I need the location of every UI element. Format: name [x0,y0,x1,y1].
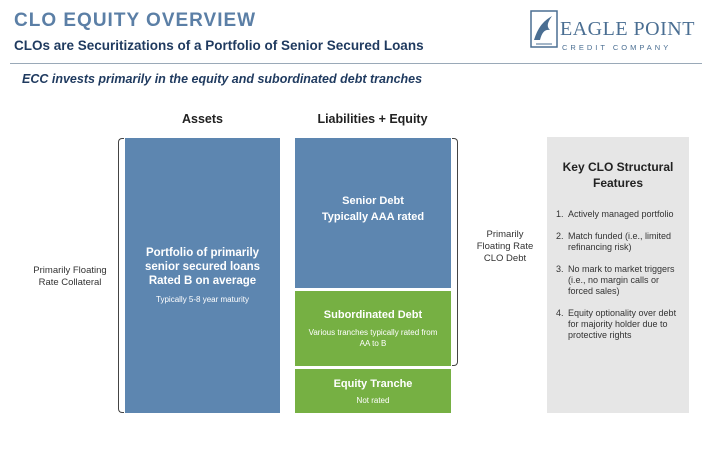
header-divider [10,63,702,64]
senior-debt-title: Senior Debt [342,195,404,207]
senior-debt-rating: Typically AAA rated [321,211,425,223]
debt-bracket [452,138,458,366]
equity-tranche-block [295,369,451,413]
logo-subtext: CREDIT COMPANY [562,43,672,52]
assets-sub-text: Typically 5-8 year maturity [156,295,249,304]
logo-name: EAGLE POINT [560,18,695,40]
eagle-logo-icon [530,10,558,48]
equity-tranche-rating: Not rated [356,396,390,405]
equity-tranche-title: Equity Tranche [333,378,413,390]
assets-block [125,138,280,413]
assets-bracket [118,138,124,413]
list-item: 3. No mark to market triggers (i.e., no margin calls or forced sales) [556,264,675,296]
clo-debt-label: Primarily Floating Rate CLO Debt [476,229,534,264]
key-features-panel [547,137,689,413]
liabilities-heading: Liabilities + Equity [317,112,428,126]
senior-debt-text [295,193,451,225]
page-title: CLO EQUITY OVERVIEW [14,10,257,31]
collateral-label: Primarily Floating Rate Collateral [33,265,107,288]
tagline: ECC invests primarily in the equity and subordinated debt tranches [22,72,423,86]
list-item: 2. Match funded (i.e., limited refinancing risk) [556,231,672,252]
features-list [556,209,685,352]
subordinated-debt-title: Subordinated Debt [323,309,423,321]
assets-main-text: Portfolio of primarily senior secured loans Rated B on average [144,247,261,287]
list-item: 4. Equity optionality over debt for majority holder due to protective rights [556,308,677,340]
senior-debt-block [295,138,451,288]
assets-heading: Assets [182,112,223,126]
company-logo [530,10,700,55]
subordinated-debt-rating: Various tranches typically rated from AA to B [308,328,438,348]
features-title: Key CLO Structural Features [562,160,674,190]
subordinated-debt-block [295,291,451,366]
page-subtitle: CLOs are Securitizations of a Portfolio of Senior Secured Loans [14,38,424,53]
list-item: 1. Actively managed portfolio [556,209,674,219]
